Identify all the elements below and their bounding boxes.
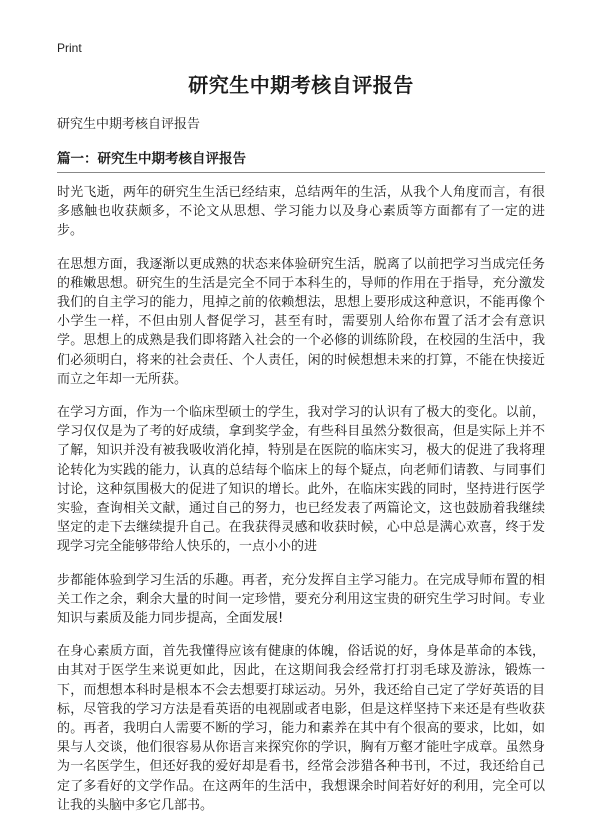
document-title: 研究生中期考核自评报告 [188,73,414,97]
document-subtitle: 研究生中期考核自评报告 [57,117,201,132]
paragraph-study: 在学习方面，作为一个临床型硕士的学生，我对学习的认识有了极大的变化。以前，学习仅仅是为了考的好成绩，拿到奖学金，有些科目虽然分数很高，但是实际上并不了解，知识并没有被我吸收消化掉，特别是在医院的临床实习，极大的促进了我将理论转化为实践的能力，认真的总结每个临床上的每个疑点，向老师们请教、与同事们讨论，这种氛围极大的促进了知识的增长。此外，在临床实践的同时，坚持进行医学实验，查询相关文献，通过自己的努力，也已经发表了两篇论文，这也鼓励着我继续坚定的走下去继续提升自己。在我获得灵感和收获时候，心中总是满心欢喜，终于发现学习完全能够带给人快乐的，一点小小的进 [57,405,545,555]
paragraph-study-continued: 步都能体验到学习生活的乐趣。再者，充分发挥自主学习能力。在完成导师布置的相关工作之余，剩余大量的时间一定珍惜，要充分利用这宝贵的研究生学习时间。专业知识与素质及能力同步提高，全面发展! [57,572,545,627]
paragraph-intro: 时光飞逝，两年的研究生生活已经结束，总结两年的生活，从我个人角度而言，有很多感触也收获颇多，不论文从思想、学习能力以及身心素质等方面都有了一定的进步。 [57,185,545,239]
paragraph-health: 在身心素质方面，首先我懂得应该有健康的体魄，俗话说的好，身体是革命的本钱，由其对于医学生来说更如此，因此，在这期间我会经常打打羽毛球及游泳，锻炼一下，而想想本科时是根本不会去想要打球运动。另外，我还给自己定了学好英语的目标，尽管我的学习方法是看英语的电视剧或者电影，但是这样坚持下来还是有些收获的。再者，我明白人需要不断的学习，能力和素养在其中有个很高的要求，比如，如果与人交谈，他们很容易从你语言来探究你的学识，胸有万壑才能吐字成章。虽然身为一名医学生，但还好我的爱好却是看书，经常会涉猎各种书刊，不过，我还给自己定了多看好的文学作品。在这两年的生活中，我想课余时间若好好的利用，完全可以让我的头脑中多它几部书。 [57,644,545,813]
print-link[interactable]: Print [57,41,82,55]
section-heading: 篇一：研究生中期考核自评报告 [57,150,545,173]
paragraph-thought: 在思想方面，我逐渐以更成熟的状态来体验研究生活，脱离了以前把学习当成完任务的稚嫩思想。研究生的生活是完全不同于本科生的，导师的作用在于指导，充分激发我们的自主学习的能力，甩掉之前的依赖想法，思想上要形成这种意识，不能再像个小学生一样，不但由别人督促学习，甚至有时，需要别人给你布置了活才会有意识学。思想上的成熟是我们即将踏入社会的一个必修的训练阶段，在校园的生活中，我们必须明白，将来的社会责任、个人责任，闲的时候想想未来的打算，不能在快接近而立之年却一无所获。 [57,256,545,387]
